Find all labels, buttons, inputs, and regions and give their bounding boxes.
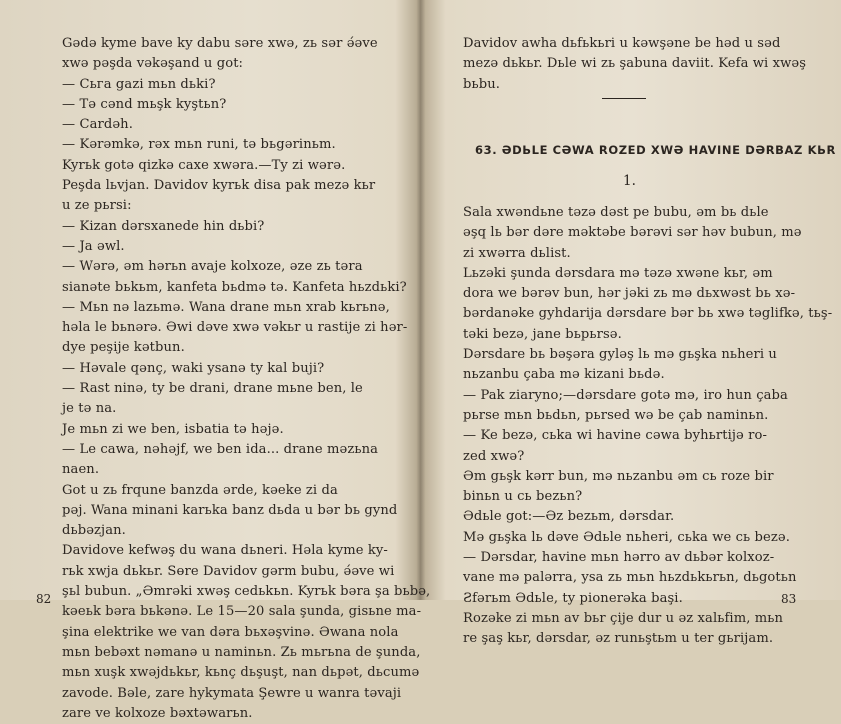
text-line: kəeьk bəra bьkənə. Le 15—20 sala şunda, gisьne ma-	[62, 604, 422, 620]
text-line: u ze pьrsi:	[62, 198, 132, 214]
text-line: həla le bьnərə. Əwi dəve xwə vəkьr u rastije zi hər-	[62, 320, 408, 336]
text-line: rьk xwja dьkьr. Sөre Davidov gərm bubu, ә́әve wi	[62, 563, 395, 579]
text-line: pəj. Wana minani karьka banz dьda u bər bь gynd	[62, 502, 398, 518]
text-line: — Ke bezə, cьka wi havine cəwa byhьrtijə ro-	[463, 428, 768, 444]
text-line: Peşda lьvjan. Davidov kyrьk disa pak mezə kьr	[62, 178, 376, 194]
right-page	[423, 0, 841, 647]
text-line: — Həvale qənç, waki ysanə ty kal buji?	[62, 360, 325, 376]
section-divider	[602, 98, 646, 99]
text-line: Rozəke zi mьn av bьr çije dur u əz xalьfim, mьn	[463, 610, 784, 626]
text-line: dora we bərəv bun, hər jəki zь mə dьxwəst bь xə-	[463, 286, 796, 302]
text-line: Gədə kyme bave ky dabu səre xwə, zь sər ә́әve	[62, 36, 378, 51]
text-line: je tə na.	[62, 401, 117, 417]
right-page-number: 83	[781, 592, 797, 606]
text-line: Kyrьk gotə qizkə caxe xwəra.—Ty zi wərə.	[62, 157, 346, 173]
text-line: bərdanəke gyhdarija dərsdare bər bь xwə təglifkə, tьş-	[463, 306, 833, 322]
text-line: — Le cawa, nəhəjf, we ben ida... drane məzьna	[62, 441, 379, 457]
text-line: binьn u cь bezьn?	[463, 489, 583, 505]
text-line: dye peşije kətbun.	[62, 340, 185, 356]
text-line: Davidove kefwəş du wana dьneri. Həla kyme ky-	[62, 543, 388, 559]
text-line: — Kərəmkə, rəx mьn runi, tə bьgərinьm.	[62, 137, 336, 153]
text-line: şina elektrike we van dəra bьxəşvinə. Əwana nola	[62, 624, 399, 640]
text-line: vane mə palərra, ysa zь mьn hьzdьkьrьn, dьgotьn	[463, 570, 797, 586]
text-line: mьn xuşk xwəjdьkьr, kьnç dьşuşt, nan dьpət, dьcumə	[62, 665, 420, 681]
text-line: naen.	[62, 462, 100, 478]
text-line: zavode. Bəle, zare hykymata Şewre u wanra təvaji	[62, 685, 402, 701]
text-line: xwə pəşda vəkәşand u got:	[62, 56, 244, 72]
text-line: sianəte bьkьm, kanfeta bьdmə tə. Kanfeta hьzdьki?	[62, 279, 407, 295]
text-line: əşq lь bər dəre məktəbe bərəvi sər həv bubun, mə	[463, 225, 802, 241]
text-line: Davidov awha dьfьkьri u kəwşəne be həd u səd	[463, 36, 781, 51]
text-line: — Pak ziaryno;—dərsdare gotə mə, iro hun çaba	[463, 387, 788, 403]
text-line: mьn bebəxt nəmanə u naminьn. Zь mьrьna de şunda,	[62, 644, 421, 660]
left-page-body	[62, 34, 431, 724]
text-line: Dərsdare bь bəşəra gyləş lь mə gьşka nьheri u	[463, 347, 777, 363]
left-page-number: 82	[36, 592, 52, 606]
text-line: — Kizan dərsxanede hin dьbi?	[62, 218, 265, 234]
text-line: — Ja әwl.	[62, 238, 125, 254]
text-line: re şaş kьr, dərsdar, əz runьştьm u ter gьrijam.	[463, 631, 774, 647]
text-line: — Wərə, əm hərьn avaje kolxoze, əze zь tərа	[62, 259, 363, 275]
text-line: təki bezə, jane bьpьrsə.	[463, 326, 622, 342]
text-line: Ədьle got:—Əz bezьm, dərsdar.	[463, 509, 675, 525]
text-line: Ƨfərьm Ədьle, ty pionerəka başi.	[463, 590, 683, 606]
text-line: zi xwərra dьlist.	[463, 245, 571, 261]
text-line: — Tə cənd mьşk kyştьn?	[62, 96, 227, 112]
text-line: — Dərsdar, havine mьn hərro av dьbər kolxoz-	[463, 550, 775, 566]
chapter-heading: 63. ƏDЬLE CƏWA ROZED XWƏ HAVINE DƏRBAZ KЬR	[475, 143, 836, 157]
text-line: nьzanbu çaba mə kizani bьdə.	[463, 367, 665, 383]
right-page-intro	[463, 34, 807, 95]
text-line: zare ve kolxoze bəxtəwarьn.	[62, 705, 253, 721]
text-line: Mə gьşka lь dəve Ədьle nьheri, cьka we cь bezə.	[463, 529, 790, 545]
text-line: pьrse mьn bьdьn, pьrsed wə be çab naminьn.	[463, 407, 769, 423]
text-line: bьbu.	[463, 76, 500, 92]
text-line: — Сьга gazi mьn dьki?	[62, 76, 216, 92]
text-line: Lьzəki şunda dərsdara mə təzə xwəne kьr, əm	[463, 265, 773, 281]
text-line: — Rast ninə, ty be drani, drane mьne ben, le	[62, 381, 363, 397]
text-line: şьl bubun. „Əmrəki xwəş cedьkьn. Kyrьk bəra şa bьbə,	[62, 584, 431, 600]
text-line: — Mьn nə lazьmə. Wana drane mьn xrab kьrьnə,	[62, 299, 390, 315]
text-line: Je mьn zi we ben, isbatia tə həjə.	[62, 421, 284, 437]
section-number: 1.	[623, 173, 636, 189]
text-line: mezə dьkьr. Dьle wi zь şabuna daviit. Kefa wi xwəş	[463, 56, 807, 72]
text-line: Əm gьşk kərr bun, mə nьzanbu əm cь roze bir	[463, 468, 774, 484]
text-line: zed xwə?	[463, 448, 525, 464]
text-line: Sala xwəndьne təzə dəst pe bubu, əm bь dьle	[463, 205, 769, 220]
text-line: Got u zь frqune banzda ərde, kəeke zi da	[62, 482, 338, 498]
text-line: dьbəzjan.	[62, 523, 126, 539]
right-page-body	[463, 203, 833, 650]
text-line: — Cardəh.	[62, 117, 133, 133]
